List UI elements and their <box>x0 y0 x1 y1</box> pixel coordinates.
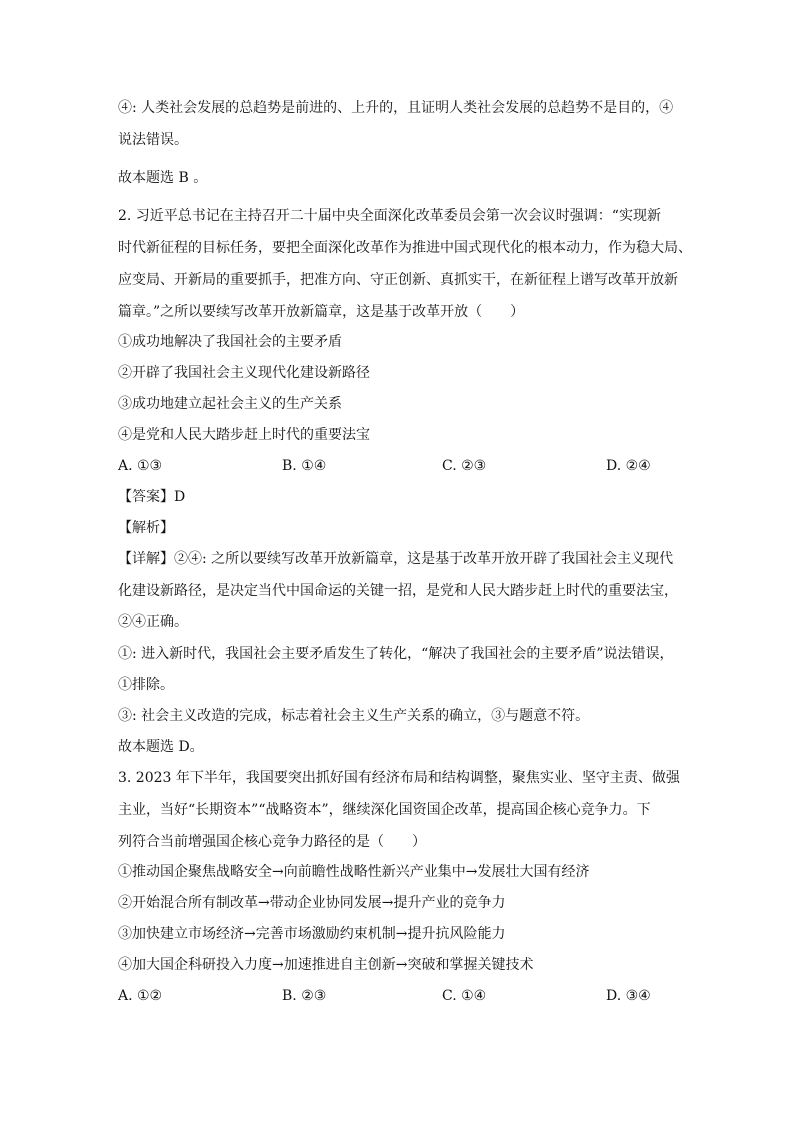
q2-item: ④是党和人民大踏步赶上时代的重要法宝 <box>118 427 370 443</box>
q2-detail-line: ③: 社会主义改造的完成，标志着社会主义生产关系的确立，③与题意不符。 <box>118 708 590 724</box>
q3-option-d: D. ③④ <box>606 988 651 1004</box>
q2-detail-line: ②④正确。 <box>118 614 188 630</box>
q2-detail-line: 化建设新路径，是决定当代中国命运的关键一招，是党和人民大踏步赶上时代的重要法宝， <box>118 583 678 599</box>
q3-stem-line: 列符合当前增强国企核心竞争力路径的是（ ） <box>118 834 426 850</box>
q2-detail-line: ①排除。 <box>118 677 174 693</box>
q3-option-a: A. ①② <box>118 988 163 1004</box>
q2-item: ③成功地建立起社会主义的生产关系 <box>118 396 342 412</box>
q1-analysis-line: ④: 人类社会发展的总趋势是前进的、上升的，且证明人类社会发展的总趋势不是目的，④ <box>118 100 674 116</box>
q2-stem-line: 时代新征程的目标任务，要把全面深化改革作为推进中国式现代化的根本动力，作为稳大局、 <box>118 240 692 256</box>
q2-analysis-label: 【解析】 <box>118 520 174 536</box>
q3-option-b: B. ②③ <box>282 988 327 1004</box>
q2-option-b: B. ①④ <box>282 458 327 474</box>
q2-answer-label: 【答案】D <box>118 489 186 505</box>
q2-answer-conclusion: 故本题选 D。 <box>118 739 204 755</box>
q2-item: ①成功地解决了我国社会的主要矛盾 <box>118 334 342 350</box>
q1-answer-conclusion: 故本题选 B 。 <box>118 170 208 186</box>
q2-detail-line: 【详解】②④: 之所以要续写改革开放新篇章，这是基于改革开放开辟了我国社会主义现代 <box>118 551 674 567</box>
q2-option-d: D. ②④ <box>606 458 651 474</box>
q3-option-c: C. ①④ <box>442 988 487 1004</box>
q1-analysis-line: 说法错误。 <box>118 132 188 148</box>
q2-stem-line: 篇章。”之所以要续写改革开放新篇章，这是基于改革开放（ ） <box>118 304 525 320</box>
q2-stem-line: 2. 习近平总书记在主持召开二十届中央全面深化改革委员会第一次会议时强调：“实现新 <box>118 208 661 224</box>
q2-option-a: A. ①③ <box>118 458 163 474</box>
q3-item: ③加快建立市场经济→完善市场激励约束机制→提升抗风险能力 <box>118 926 506 942</box>
q3-item: ④加大国企科研投入力度→加速推进自主创新→突破和掌握关键技术 <box>118 957 534 973</box>
q3-stem-line: 主业，当好“长期资本”“战略资本”，继续深化国资国企改革，提高国企核心竞争力。下 <box>118 802 651 818</box>
q2-item: ②开辟了我国社会主义现代化建设新路径 <box>118 365 370 381</box>
q3-item: ①推动国企聚焦战略安全→向前瞻性战略性新兴产业集中→发展壮大国有经济 <box>118 864 590 880</box>
q2-option-c: C. ②③ <box>442 458 487 474</box>
q2-detail-line: ①: 进入新时代，我国社会主要矛盾发生了转化，“解决了我国社会的主要矛盾”说法错误， <box>118 646 674 662</box>
q3-stem-line: 3. 2023 年下半年，我国要突出抓好国有经济布局和结构调整，聚焦实业、坚守主责、做强 <box>118 770 680 786</box>
q2-stem-line: 应变局、开新局的重要抓手，把准方向、守正创新、真抓实干，在新征程上谱写改革开放新 <box>118 272 678 288</box>
q3-item: ②开始混合所有制改革→带动企业协同发展→提升产业的竞争力 <box>118 895 506 911</box>
